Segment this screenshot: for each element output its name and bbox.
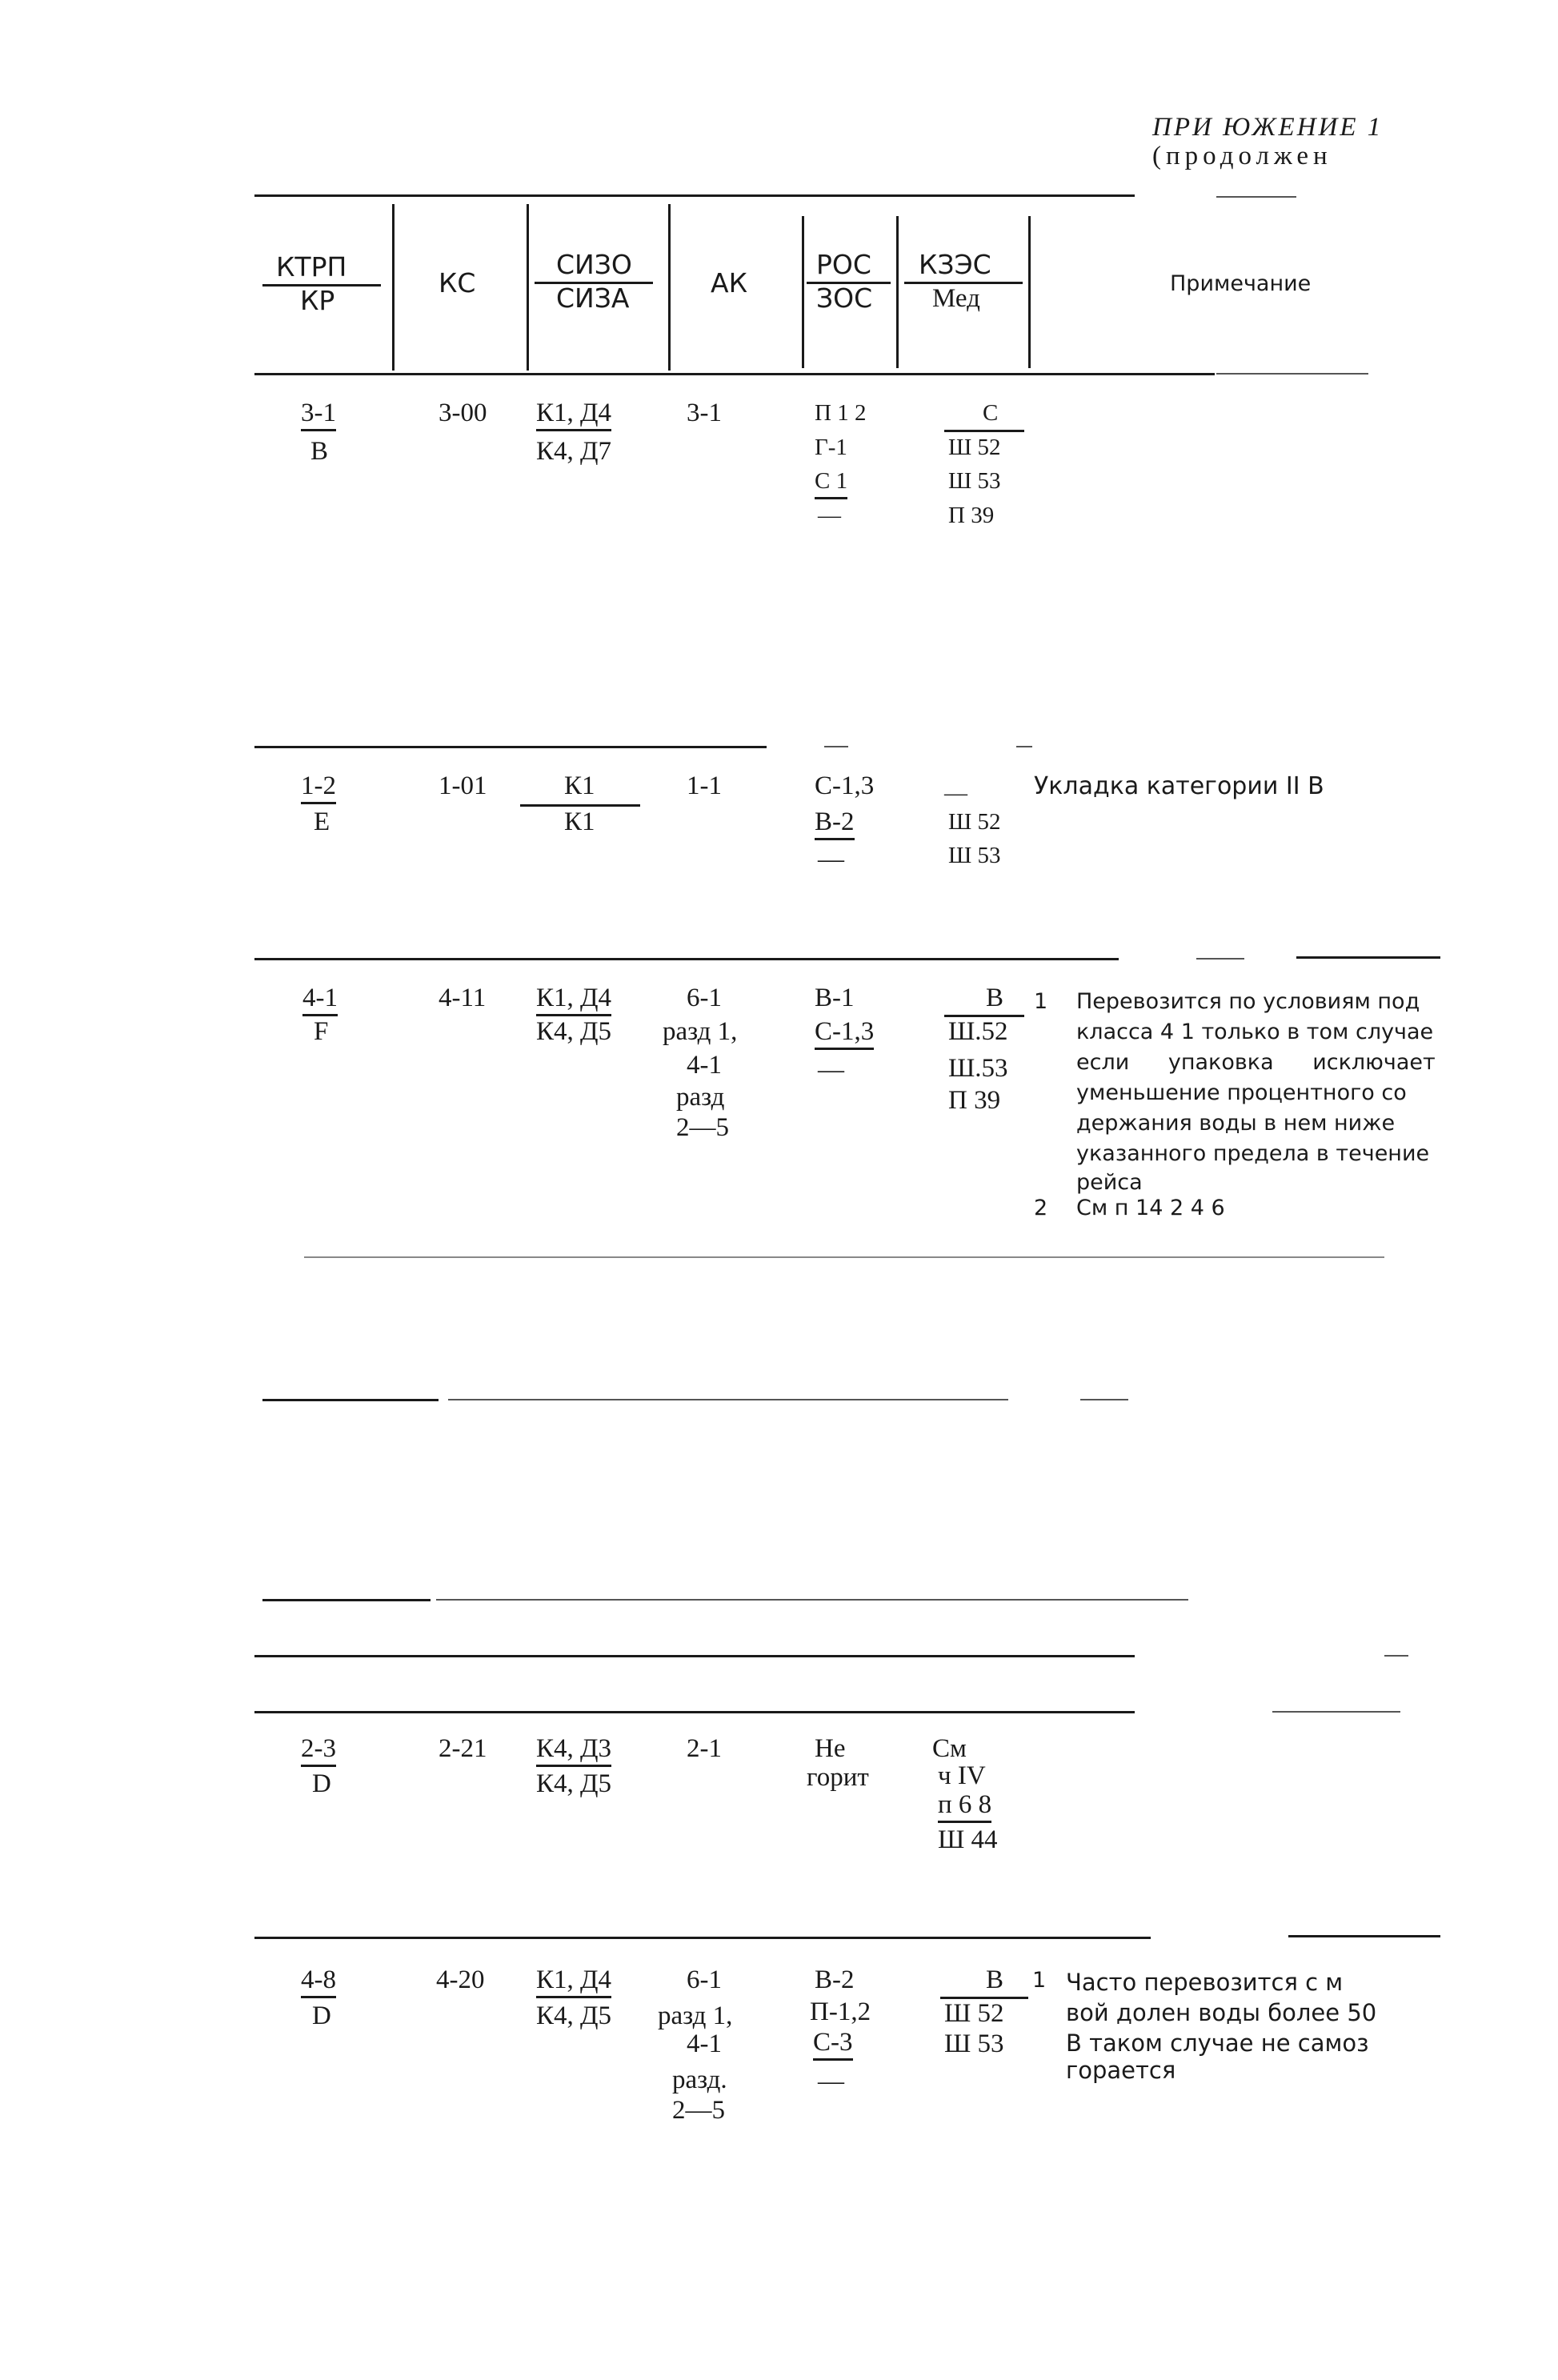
ros-value: С 1 <box>815 466 847 499</box>
header-med: Мед <box>932 284 980 313</box>
header-kr: КР <box>300 285 335 316</box>
note-text: рейса <box>1076 1170 1143 1195</box>
sizo-value: К1 <box>564 771 595 800</box>
note-text: горается <box>1066 2057 1176 2084</box>
note-text: уменьшение процентного со <box>1076 1080 1407 1105</box>
ros-value: В-1 <box>815 984 855 1012</box>
ktrp-value: 4-1 <box>302 983 338 1016</box>
note-text: вой долен воды более 50 <box>1066 1999 1377 2026</box>
ak-value: 4-1 <box>687 1051 722 1080</box>
ak-value: разд 1, <box>663 1017 738 1046</box>
header-zos: ЗОС <box>816 282 873 314</box>
ks-value: 4-20 <box>436 1965 485 1994</box>
header-ks: КС <box>439 267 476 299</box>
kr-value: В <box>310 437 329 466</box>
header-ak: АК <box>711 267 748 299</box>
note-text: указанного предела в течение <box>1076 1141 1430 1166</box>
ks-value: 3-00 <box>439 399 487 427</box>
sizo-value: К4, Д3 <box>536 1733 611 1767</box>
ktrp-value: 2-3 <box>301 1733 336 1767</box>
kzes-value: В <box>986 984 1004 1012</box>
sizo-value: К1, Д4 <box>536 983 611 1016</box>
header-ktrp: КТРП <box>276 251 347 282</box>
ros-value: С-1,3 <box>815 771 875 800</box>
header-notes: Примечание <box>1170 271 1312 296</box>
appendix-continued: (продолжен <box>1152 142 1332 170</box>
ak-value: разд. <box>672 2065 727 2094</box>
header-sizo: СИЗО <box>556 249 632 280</box>
note-number: 2 <box>1034 1196 1048 1220</box>
ktrp-value: 3-1 <box>301 398 336 431</box>
kzes-value: Ш 52 <box>944 1999 1004 2028</box>
ktrp-value: 4-8 <box>301 1965 336 1998</box>
ros-value: С-1,3 <box>815 1016 874 1050</box>
kzes-value: С <box>983 400 999 426</box>
ros-value: — <box>818 845 844 874</box>
kzes-value: ч IV <box>938 1761 986 1790</box>
note-text: См п 14 2 4 6 <box>1076 1196 1225 1220</box>
ros-value: — <box>818 503 841 528</box>
ros-value: — <box>818 2067 844 2096</box>
siza-value: К4, Д7 <box>536 437 612 466</box>
kzes-value: Ш 53 <box>948 843 1001 868</box>
ros-value: Не <box>815 1734 846 1763</box>
ak-value: 6-1 <box>687 1965 722 1994</box>
kzes-value: П 39 <box>948 1086 1001 1115</box>
ks-value: 1-01 <box>439 771 487 800</box>
note-text: Перевозится по условиям под <box>1076 989 1420 1014</box>
note-text: Укладка категории II В <box>1034 772 1324 800</box>
kzes-value: Ш 53 <box>944 2029 1004 2058</box>
kr-value: D <box>312 2001 331 2030</box>
kzes-value: Ш.52 <box>948 1017 1008 1046</box>
ros-value: С-3 <box>813 2027 853 2061</box>
ak-value: 4-1 <box>687 2029 722 2058</box>
kzes-value: В <box>986 1965 1004 1994</box>
ros-value: В-2 <box>815 807 855 840</box>
siza-value: К1 <box>564 807 595 836</box>
note-text: класса 4 1 только в том случае <box>1076 1020 1434 1044</box>
ak-value: 6-1 <box>687 984 722 1012</box>
note-text: если упаковка исключает <box>1076 1050 1436 1075</box>
ks-value: 4-11 <box>439 984 487 1012</box>
header-kzes: КЗЭС <box>919 249 991 280</box>
kzes-value: — <box>944 780 967 806</box>
ak-value: 1-1 <box>687 771 722 800</box>
ak-value: разд 1, <box>658 2001 733 2030</box>
kzes-value: П 39 <box>948 503 995 528</box>
ros-value: П-1,2 <box>810 1997 871 2026</box>
sizo-value: К1, Д4 <box>536 398 611 431</box>
kzes-value: Ш 44 <box>938 1825 998 1854</box>
ros-value: В-2 <box>815 1965 855 1994</box>
siza-value: К4, Д5 <box>536 1017 612 1046</box>
ks-value: 2-21 <box>439 1734 487 1763</box>
kr-value: Е <box>314 807 330 836</box>
kzes-value: Ш.53 <box>948 1054 1008 1083</box>
ak-value: 2-1 <box>687 1734 722 1763</box>
kzes-value: Ш 52 <box>948 435 1001 460</box>
ros-value: Г-1 <box>815 435 847 460</box>
note-text: Часто перевозится с м <box>1066 1969 1344 1996</box>
header-siza: СИЗА <box>556 282 630 314</box>
ak-value: 2—5 <box>676 1113 729 1142</box>
appendix-title: ПРИ ЮЖЕНИЕ 1 <box>1152 113 1384 142</box>
kr-value: F <box>314 1017 329 1046</box>
ak-value: 3-1 <box>687 399 722 427</box>
ktrp-value: 1-2 <box>301 771 336 804</box>
sizo-value: К1, Д4 <box>536 1965 611 1998</box>
ros-value: — <box>818 1056 844 1084</box>
ak-value: 2—5 <box>672 2096 725 2125</box>
ak-value: разд <box>676 1083 725 1112</box>
kzes-value: Ш 53 <box>948 468 1001 494</box>
note-text: В таком случае не самоз <box>1066 2029 1369 2057</box>
kzes-value: Ш 52 <box>948 809 1001 835</box>
siza-value: К4, Д5 <box>536 1769 612 1798</box>
siza-value: К4, Д5 <box>536 2001 612 2030</box>
note-number: 1 <box>1034 989 1048 1014</box>
header-ros: РОС <box>816 249 871 280</box>
note-number: 1 <box>1032 1968 1047 1993</box>
kzes-value: п 6 8 <box>938 1789 991 1823</box>
kzes-value: См <box>932 1734 967 1763</box>
note-text: держания воды в нем ниже <box>1076 1111 1396 1136</box>
ros-value: горит <box>807 1763 869 1792</box>
kr-value: D <box>312 1769 331 1798</box>
ros-value: П 1 2 <box>815 400 867 426</box>
